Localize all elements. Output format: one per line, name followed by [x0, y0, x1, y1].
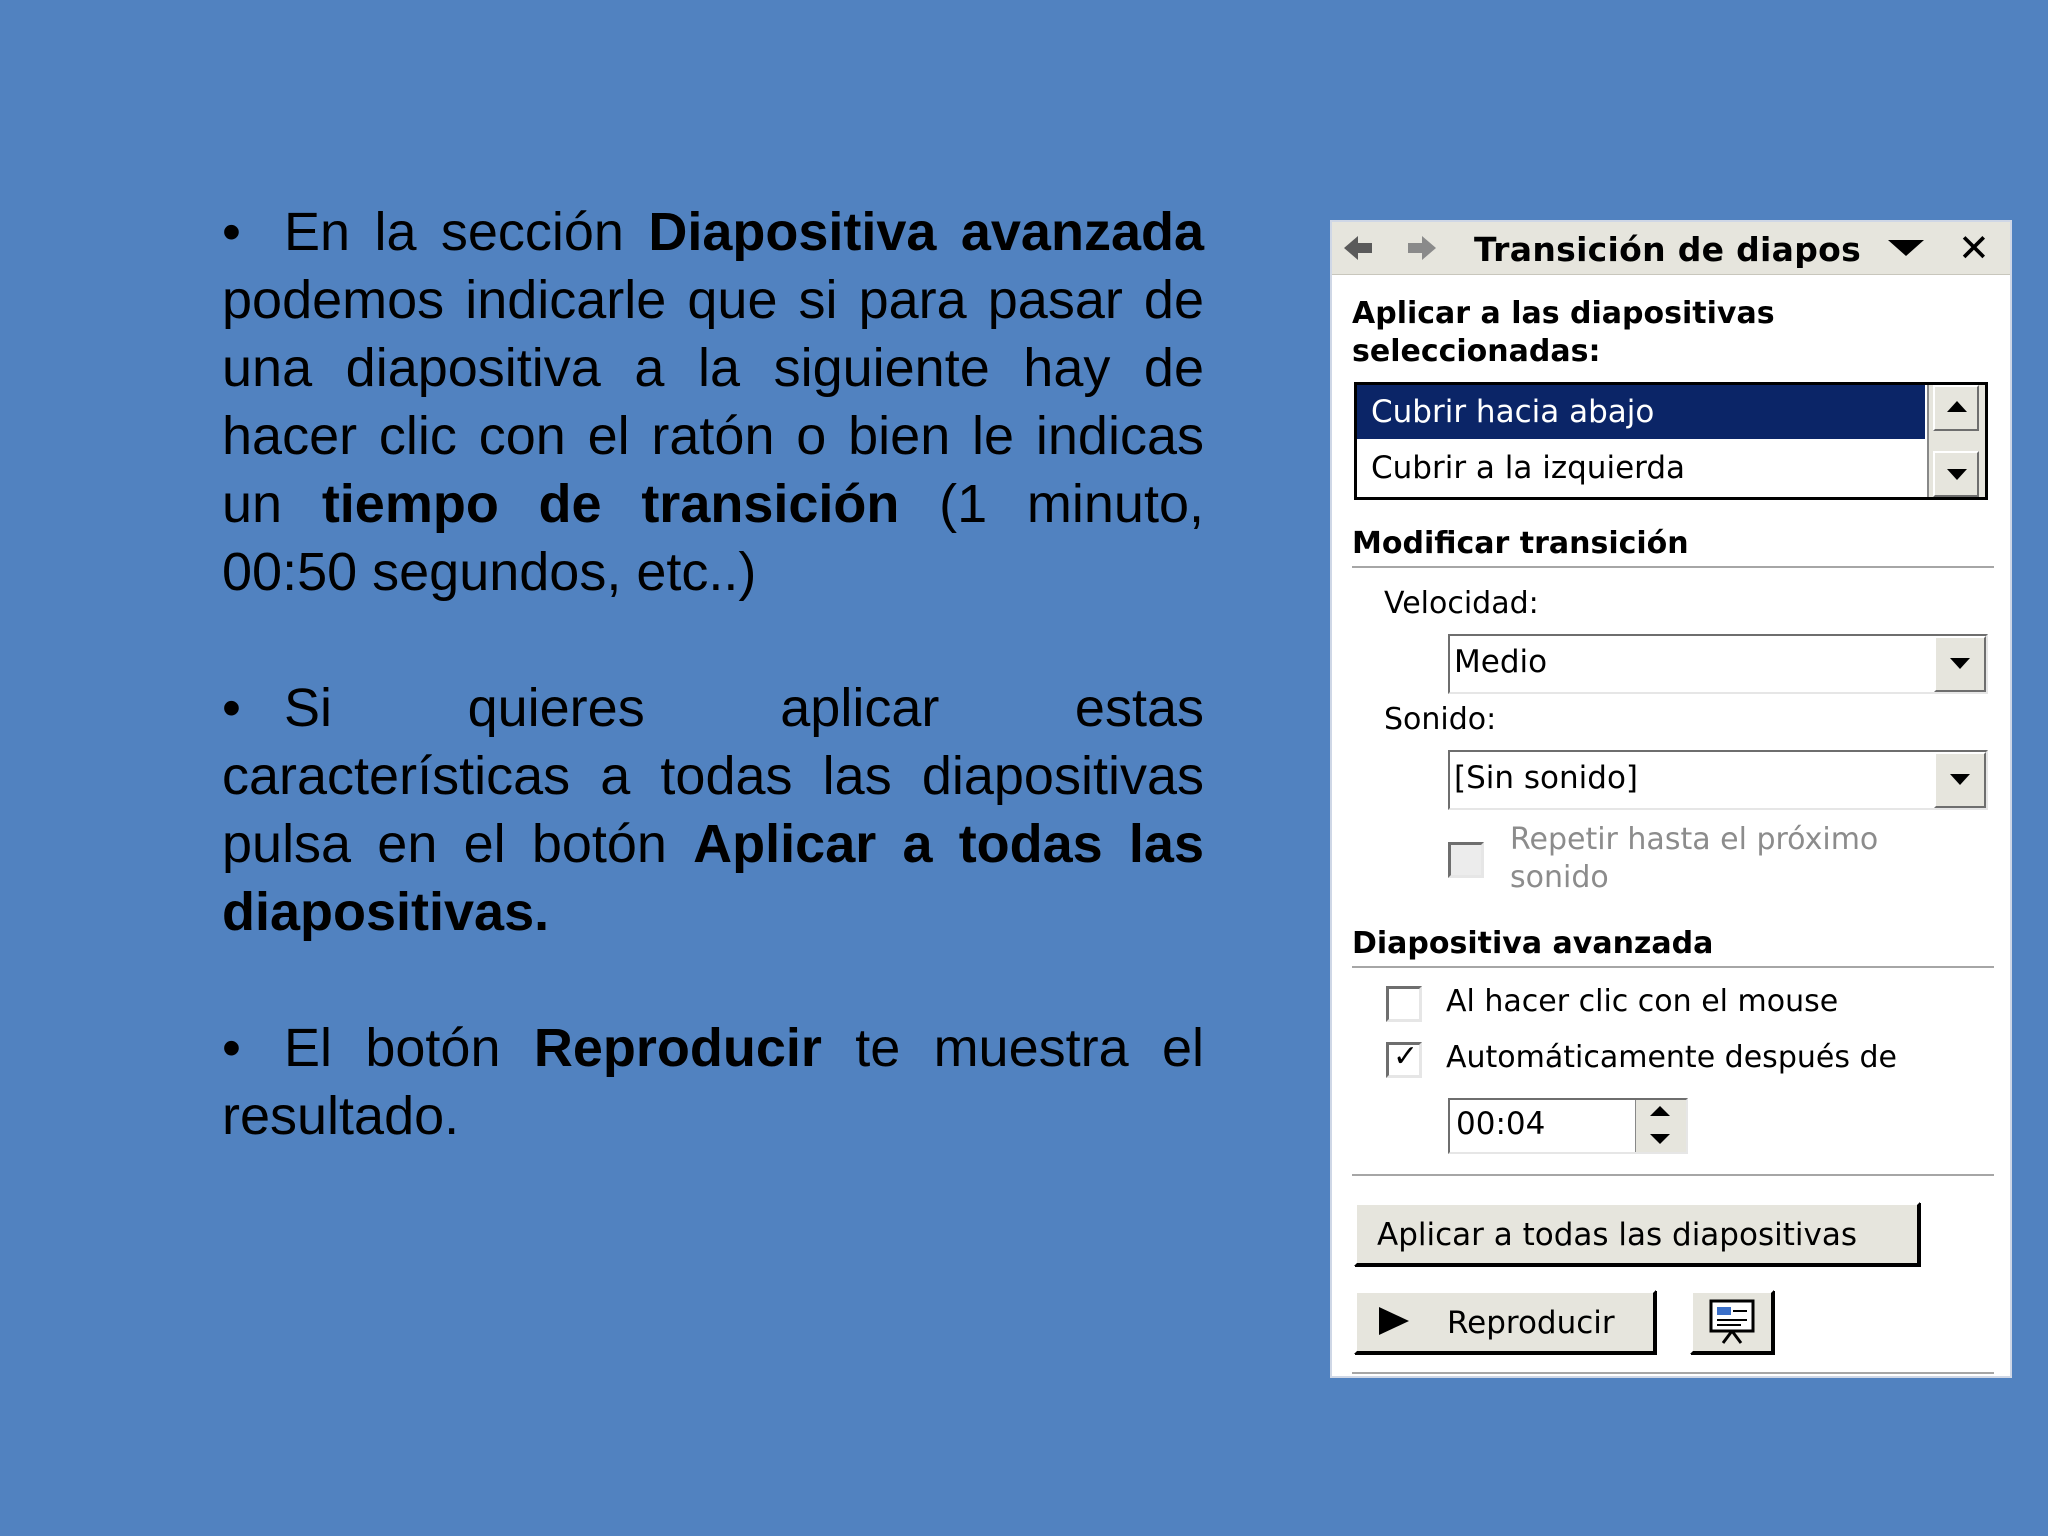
on-mouse-click-checkbox[interactable]: [1386, 986, 1422, 1022]
sound-select[interactable]: [1448, 750, 1988, 810]
text-run: te muestra el resultado.: [222, 1018, 1205, 1146]
sound-dropdown-button[interactable]: [1934, 752, 1986, 808]
back-arrow-icon[interactable]: [1344, 236, 1374, 260]
auto-advance-time-input[interactable]: [1448, 1098, 1688, 1154]
list-item-selected[interactable]: Cubrir hacia abajo: [1357, 385, 1925, 439]
pane-title: Transición de diapos: [1474, 230, 1862, 269]
section-divider: [1352, 966, 1994, 968]
text-run: En la sección: [284, 202, 649, 262]
speed-label: Velocidad:: [1384, 586, 1539, 621]
pane-menu-chevron-down-icon[interactable]: [1888, 240, 1924, 256]
apply-to-all-button[interactable]: [1354, 1202, 1920, 1266]
repeat-sound-label-line2: sonido: [1510, 860, 1609, 895]
bullet-dot: •: [222, 1018, 241, 1078]
bold-run: Aplicar a todas las diapositivas.: [222, 814, 1204, 942]
bullet-dot: •: [222, 678, 241, 738]
pane-bottom-border: [1352, 1372, 1994, 1374]
sound-value: [Sin sonido]: [1454, 760, 1639, 796]
forward-arrow-icon[interactable]: [1406, 236, 1436, 260]
auto-advance-label: Automáticamente después de: [1446, 1040, 1897, 1075]
advance-slide-heading: Diapositiva avanzada: [1352, 926, 1714, 961]
play-label: Reproducir: [1447, 1305, 1615, 1341]
bold-run: tiempo de transición: [321, 474, 900, 534]
transition-listbox[interactable]: [1354, 382, 1988, 500]
speed-select[interactable]: [1448, 634, 1988, 694]
play-button[interactable]: [1354, 1290, 1656, 1354]
pane-header: [1332, 222, 2010, 275]
text-run: Si quieres aplicar estas características a todas las diapositivas pulsa en el botón: [222, 678, 1204, 874]
repeat-sound-checkbox[interactable]: [1448, 842, 1484, 878]
text-run: podemos indicarle que si para pasar de una diapositiva a la siguiente hay de hacer clic con el ratón o bien le indicas un: [222, 270, 1204, 534]
bold-run: Reproducir: [533, 1018, 822, 1078]
apply-to-label-line2: seleccionadas:: [1352, 334, 1601, 369]
bullet-apply-all: [222, 674, 1204, 946]
speed-dropdown-button[interactable]: [1934, 636, 1986, 692]
spin-up-icon[interactable]: [1650, 1106, 1670, 1116]
bullet-play: [222, 1014, 1204, 1150]
on-mouse-click-label: Al hacer clic con el mouse: [1446, 984, 1839, 1019]
chevron-down-icon: [1950, 774, 1970, 785]
text-run: (1 minuto, 00:50 segundos, etc..): [222, 474, 1204, 602]
list-item[interactable]: Cubrir a la izquierda: [1371, 450, 1686, 486]
play-icon: [1379, 1307, 1409, 1335]
auto-advance-time-value[interactable]: 00:04: [1456, 1106, 1546, 1142]
scroll-down-button[interactable]: [1933, 451, 1979, 497]
chevron-down-icon: [1950, 658, 1970, 669]
modify-transition-heading: Modificar transición: [1352, 526, 1689, 561]
arrow-down-icon: [1947, 469, 1967, 480]
listbox-scrollbar[interactable]: [1927, 385, 1985, 497]
checkmark-icon: ✓: [1393, 1039, 1419, 1074]
text-run: El botón: [284, 1018, 534, 1078]
apply-to-label-line1: Aplicar a las diapositivas: [1352, 296, 1775, 331]
bold-run: Diapositiva avanzada: [648, 202, 1204, 262]
section-divider: [1352, 1174, 1994, 1176]
slide-body: [222, 198, 1204, 1218]
arrow-up-icon: [1947, 401, 1967, 412]
section-divider: [1352, 566, 1994, 568]
scroll-up-button[interactable]: [1933, 385, 1979, 431]
slide-show-button[interactable]: [1690, 1290, 1774, 1354]
bullet-dot: •: [222, 202, 241, 262]
repeat-sound-label-line1: Repetir hasta el próximo: [1510, 822, 1879, 857]
auto-advance-checkbox[interactable]: [1386, 1039, 1422, 1078]
speed-value: Medio: [1454, 644, 1548, 680]
slide-transition-pane: [1330, 220, 2012, 1378]
apply-to-all-label: Aplicar a todas las diapositivas: [1377, 1217, 1857, 1253]
sound-label: Sonido:: [1384, 702, 1497, 737]
spin-down-icon[interactable]: [1650, 1134, 1670, 1144]
bullet-advance-section: [222, 198, 1204, 606]
time-spinner[interactable]: [1635, 1100, 1686, 1152]
close-icon[interactable]: ✕: [1958, 226, 1990, 270]
slide-show-icon: [1693, 1293, 1771, 1351]
